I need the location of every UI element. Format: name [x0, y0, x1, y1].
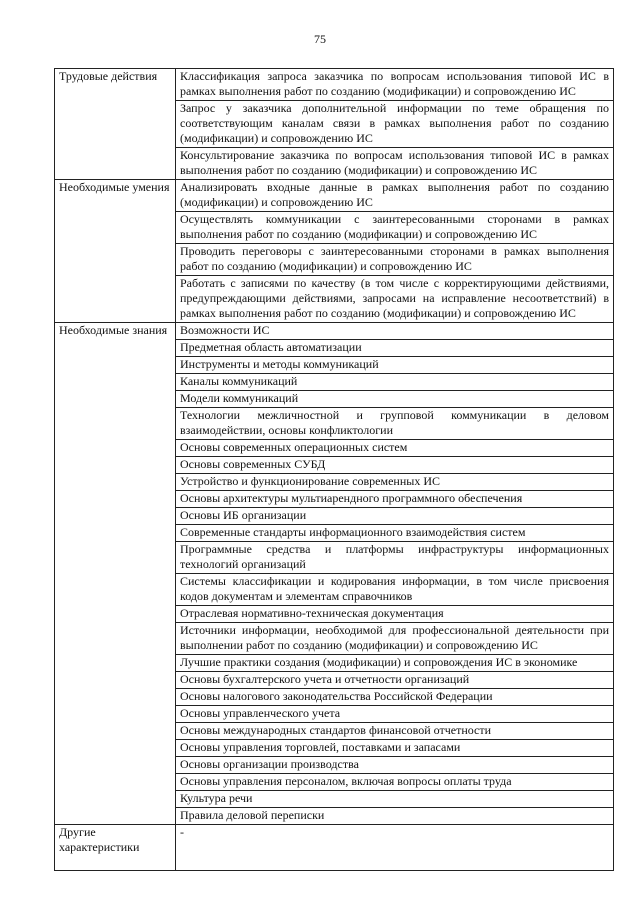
- table-cell: Устройство и функционирование современных ИС: [176, 474, 614, 491]
- table-cell: Основы управления торговлей, поставками и запасами: [176, 740, 614, 757]
- table-cell: Предметная область автоматизации: [176, 340, 614, 357]
- table-cell: Системы классификации и кодирования информации, в том числе присвоения кодов документам и элементам справочников: [176, 574, 614, 606]
- table-cell: Основы современных операционных систем: [176, 440, 614, 457]
- table-row: [55, 180, 614, 212]
- table-cell: Консультирование заказчика по вопросам использования типовой ИС в рамках выполнения работ по созданию (модификации) и сопровождению ИС: [176, 148, 614, 180]
- table-cell: Основы организации производства: [176, 757, 614, 774]
- section-label-required-skills: Необходимые умения: [55, 180, 176, 323]
- table-cell: Программные средства и платформы инфраструктуры информационных технологий организаций: [176, 542, 614, 574]
- table-cell: Технологии межличностной и групповой коммуникации в деловом взаимодействии, основы конфликтологии: [176, 408, 614, 440]
- table-cell: Отраслевая нормативно-техническая документация: [176, 606, 614, 623]
- table-cell: Основы управления персоналом, включая вопросы оплаты труда: [176, 774, 614, 791]
- table-cell: Каналы коммуникаций: [176, 374, 614, 391]
- section-label-required-knowledge: Необходимые знания: [55, 323, 176, 825]
- table-cell: Основы бухгалтерского учета и отчетности организаций: [176, 672, 614, 689]
- table-cell: Современные стандарты информационного взаимодействия систем: [176, 525, 614, 542]
- table-cell: Основы налогового законодательства Российской Федерации: [176, 689, 614, 706]
- table-cell: Классификация запроса заказчика по вопросам использования типовой ИС в рамках выполнения работ по созданию (модификации) и сопровождению ИС: [176, 69, 614, 101]
- table-row: [55, 69, 614, 101]
- table-cell: Правила деловой переписки: [176, 808, 614, 825]
- table-cell: Культура речи: [176, 791, 614, 808]
- table-cell: Возможности ИС: [176, 323, 614, 340]
- table-cell: Работать с записями по качеству (в том числе с корректирующими действиями, предупреждающими действиями, запросами на исправление несоответствий) в рамках выполнения работ по созданию (модификации) и сопровождению ИС: [176, 276, 614, 323]
- table-cell: Лучшие практики создания (модификации) и сопровождения ИС в экономике: [176, 655, 614, 672]
- table-cell: Анализировать входные данные в рамках выполнения работ по созданию (модификации) и сопровождению ИС: [176, 180, 614, 212]
- table-row: [55, 825, 614, 871]
- table-cell: Источники информации, необходимой для профессиональной деятельности при выполнении работ по созданию (модификации) и сопровождению ИС: [176, 623, 614, 655]
- table-cell: -: [176, 825, 614, 871]
- requirements-table: [54, 68, 614, 871]
- table-cell: Инструменты и методы коммуникаций: [176, 357, 614, 374]
- table-cell: Запрос у заказчика дополнительной информации по теме обращения по соответствующим каналам связи в рамках выполнения работ по созданию (модификации) и сопровождению ИС: [176, 101, 614, 148]
- table-cell: Осуществлять коммуникации с заинтересованными сторонами в рамках выполнения работ по созданию (модификации) и сопровождению ИС: [176, 212, 614, 244]
- table-cell: Модели коммуникаций: [176, 391, 614, 408]
- table-cell: Основы ИБ организации: [176, 508, 614, 525]
- table-cell: Проводить переговоры с заинтересованными сторонами в рамках выполнения работ по созданию (модификации) и сопровождению ИС: [176, 244, 614, 276]
- table-cell: Основы управленческого учета: [176, 706, 614, 723]
- table-cell: Основы архитектуры мультиарендного программного обеспечения: [176, 491, 614, 508]
- table-cell: Основы современных СУБД: [176, 457, 614, 474]
- table-row: [55, 323, 614, 340]
- table-cell: Основы международных стандартов финансовой отчетности: [176, 723, 614, 740]
- section-label-other-characteristics: Другие характеристики: [55, 825, 176, 871]
- section-label-labor-actions: Трудовые действия: [55, 69, 176, 180]
- page-number: 75: [314, 32, 326, 46]
